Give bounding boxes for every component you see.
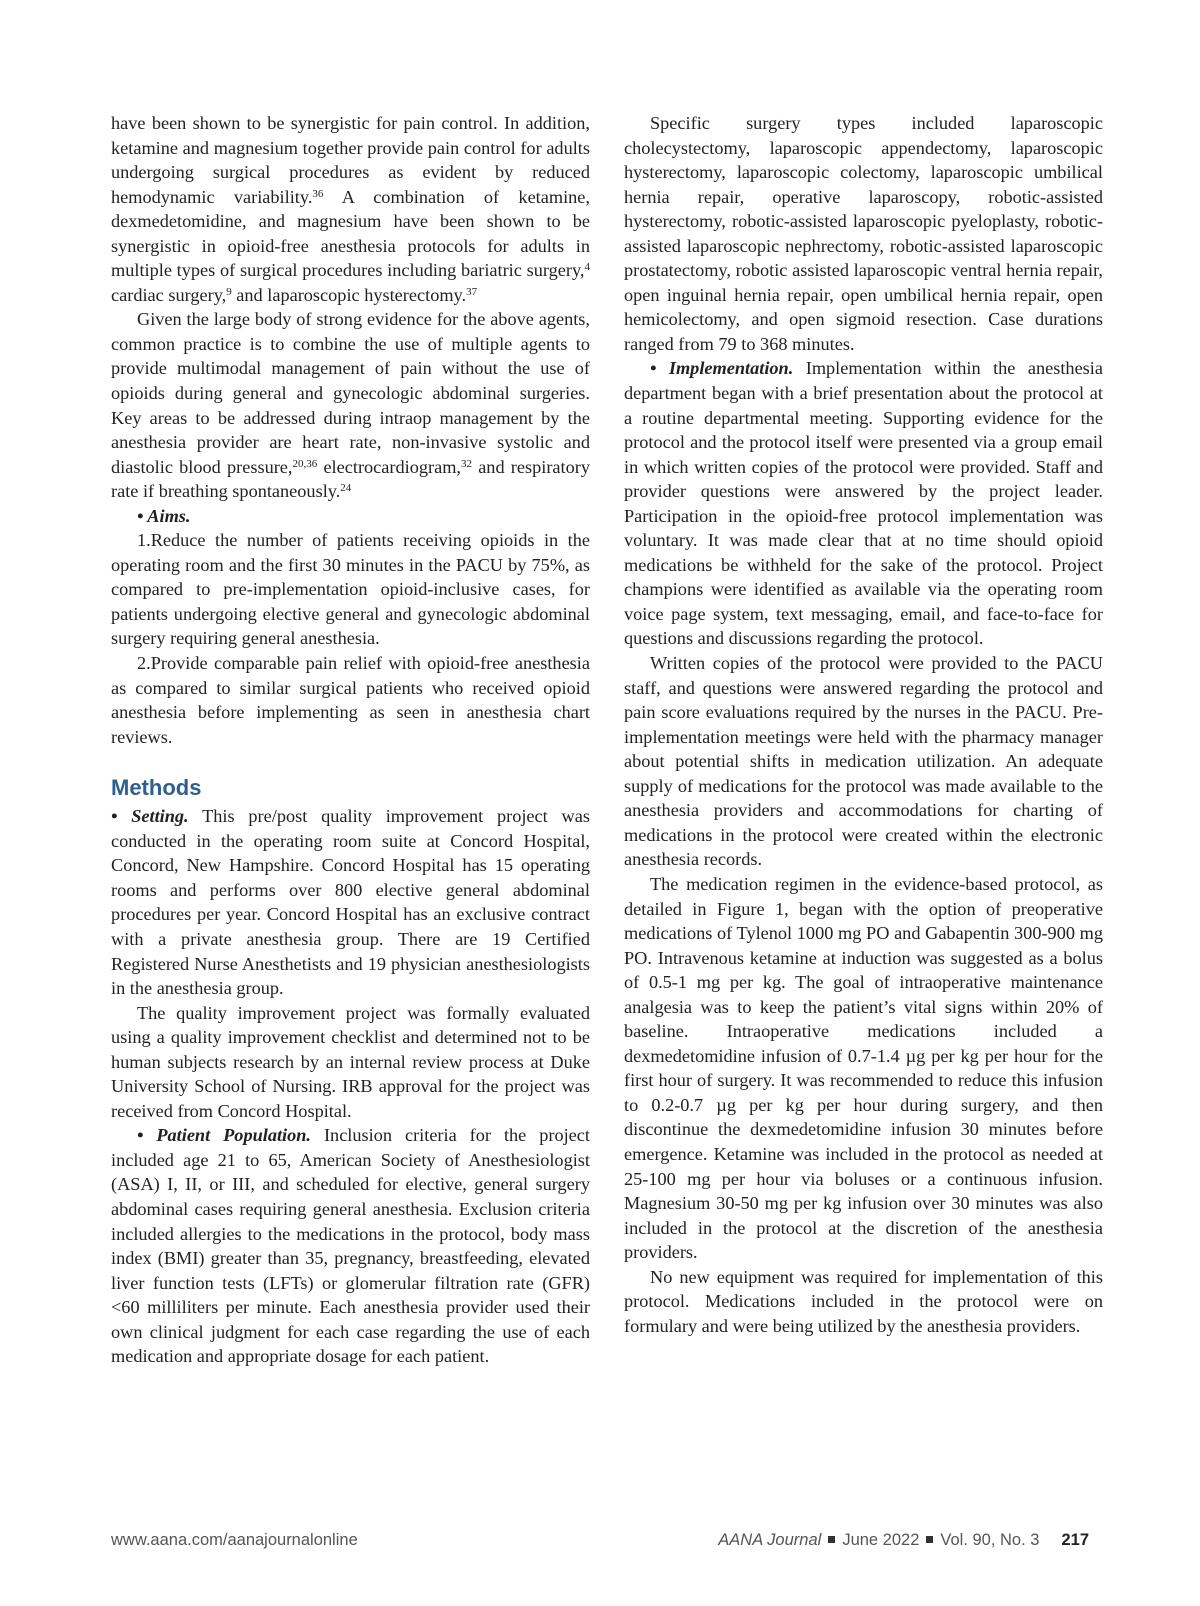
square-bullet-icon xyxy=(828,1536,835,1543)
page-footer xyxy=(111,1531,1089,1555)
journal-url: www.aana.com/aanajournalonline xyxy=(111,1531,358,1549)
aim-1: 1.Reduce the number of patients receiving opioids in the operating room and the first 30 minutes in the PACU by 75%, as compared to pre-implementation opioid-inclusive cases, for patients undergoing elective general and gynecologic abdominal surgery requiring general anesthesia. xyxy=(111,530,590,649)
citation: 24 xyxy=(340,482,352,495)
evidence-paragraph: Given the large body of strong evidence for the above agents, common practice is to combine the use of multiple agents to provide multimodal management of pain without the use of opioids during general and gynecologic abdominal surgeries. Key areas to be addressed during intraop management by the anesthesia provider are heart rate, non-invasive systolic and diastolic blood pressure,$^{20,36}$ electrocardiogram,$^{32}$ and respiratory rate if breathing spontaneously.$^{24}$ xyxy=(111,309,590,502)
square-bullet-icon xyxy=(926,1536,933,1543)
volume-issue: Vol. 90, No. 3 xyxy=(940,1531,1040,1549)
citation: 36 xyxy=(312,187,324,200)
surgery-types-paragraph: Specific surgery types included laparoscopic cholecystectomy, laparoscopic appendectomy, laparoscopic hysterectomy, laparoscopic colectomy, laparoscopic umbilical hernia repair, operative laparoscopy, robotic-assisted hysterectomy, robotic-assisted laparoscopic pyeloplasty, robotic-assisted laparoscopic nephrectomy, robotic-assisted laparoscopic prostatectomy, robotic assisted laparoscopic ventral hernia repair, open inguinal hernia repair, open umbilical hernia repair, open hemicolectomy, and open sigmoid resection. Case durations ranged from 79 to 368 minutes. xyxy=(624,113,1103,354)
journal-name: AANA Journal xyxy=(718,1531,822,1549)
implementation-paragraph: • Implementation. Implementation within the anesthesia department began with a brief presentation about the protocol at a routine departmental meeting. Supporting evidence for the protocol and the protocol itself were presented via a group email in which written copies of the protocol were provided. Staff and provider questions were answered by the project leader. Participation in the opioid-free protocol implementation was voluntary. It was made clear that at no time should opioid medications be withheld for the sake of the protocol. Project champions were identified as available via the operating room voice page system, text messaging, email, and face-to-face for questions and discussions regarding the protocol. xyxy=(624,358,1103,649)
population-paragraph: • Patient Population. Inclusion criteria for the project included age 21 to 65, American Society of Anesthesiologist (ASA) I, II, or III, and scheduled for elective, general surgery abdominal cases requiring general anesthesia. Exclusion criteria included allergies to the medications in the protocol, body mass index (BMI) greater than 35, pregnancy, breastfeeding, elevated liver function tests (LFTs) or glomerular filtration rate (GFR) <60 milliliters per minute. Each anesthesia provider used their own clinical judgment for each case regarding the use of each medication and appropriate dosage for each patient. xyxy=(111,1125,590,1367)
regimen-paragraph: The medication regimen in the evidence-based protocol, as detailed in Figure 1, began with the option of preoperative medications of Tylenol 1000 mg PO and Gabapentin 300-900 mg PO. Intravenous ketamine at induction was suggested as a bolus of 0.5-1 mg per kg. The goal of intraoperative maintenance analgesia was to keep the patient’s vital signs within 20% of baseline. Intraoperative medications included a dexmedetomidine infusion of 0.7-1.4 µg per kg per hour for the first hour of surgery. It was recommended to reduce this infusion to 0.2-0.7 µg per kg per hour during surgery, and then discontinue the dexmedetomidine infusion 30 minutes before emergence. Ketamine was included in the protocol as needed at 25-100 mg per hour via boluses or a continuous infusion. Magnesium 30-50 mg per kg infusion over 30 minutes was also included in the protocol at the discretion of the anesthesia providers. xyxy=(624,873,1103,1263)
citation: 32 xyxy=(460,457,472,470)
citation: 20,36 xyxy=(292,457,318,470)
citation: 4 xyxy=(584,261,590,274)
left-column xyxy=(111,111,590,1369)
equipment-paragraph: No new equipment was required for implementation of this protocol. Medications included in the protocol were on formulary and were being utilized by the anesthesia providers. xyxy=(624,1266,1103,1336)
qi-paragraph: The quality improvement project was formally evaluated using a quality improvement checklist and determined not to be human subjects research by an internal review process at Duke University School of Nursing. IRB approval for the project was received from Concord Hospital. xyxy=(111,1002,590,1121)
citation: 37 xyxy=(466,285,478,298)
right-column xyxy=(624,111,1103,1338)
aim-number: 2. xyxy=(137,653,151,674)
setting-paragraph: • Setting. This pre/post quality improvement project was conducted in the operating room suite at Concord Hospital, Concord, New Hampshire. Concord Hospital has 15 operating rooms and performs over 800 elective general abdominal procedures per year. Concord Hospital has an exclusive contract with a private anesthesia group. There are 19 Certified Registered Nurse Anesthetists and 19 physician anesthesiologists in the anesthesia group. xyxy=(111,806,590,999)
aims-label: • Aims. xyxy=(137,505,191,526)
pacu-paragraph: Written copies of the protocol were provided to the PACU staff, and questions were answered regarding the protocol and pain score evaluations required by the nurses in the PACU. Pre-implementation meetings were held with the pharmacy manager about potential shifts in medication utilization. An adequate supply of medications for the protocol was made available to the anesthesia providers and accommodations for charting of medications in the protocol were created within the electronic anesthesia records. xyxy=(624,653,1103,870)
page-number: 217 xyxy=(1061,1531,1089,1549)
aim-2: 2.Provide comparable pain relief with opioid-free anesthesia as compared to similar surgical patients who received opioid anesthesia before implementing as seen in anesthesia chart reviews. xyxy=(111,653,590,747)
journal-citation xyxy=(718,1531,1089,1550)
issue-date: June 2022 xyxy=(842,1531,920,1549)
methods-heading: Methods xyxy=(111,775,202,801)
citation: 9 xyxy=(226,285,232,298)
intro-paragraph: have been shown to be synergistic for pain control. In addition, ketamine and magnesium together provide pain control for adults undergoing surgical procedures as evident by reduced hemodynamic variability.$^{36}$ A combination of ketamine, dexmedetomidine, and magnesium have been shown to be synergistic in opioid-free anesthesia protocols for adults in multiple types of surgical procedures including bariatric surgery,$^4$ cardiac surgery,$^9$ and laparoscopic hysterectomy.$^{37}$ xyxy=(111,113,590,305)
aim-number: 1. xyxy=(137,530,151,551)
